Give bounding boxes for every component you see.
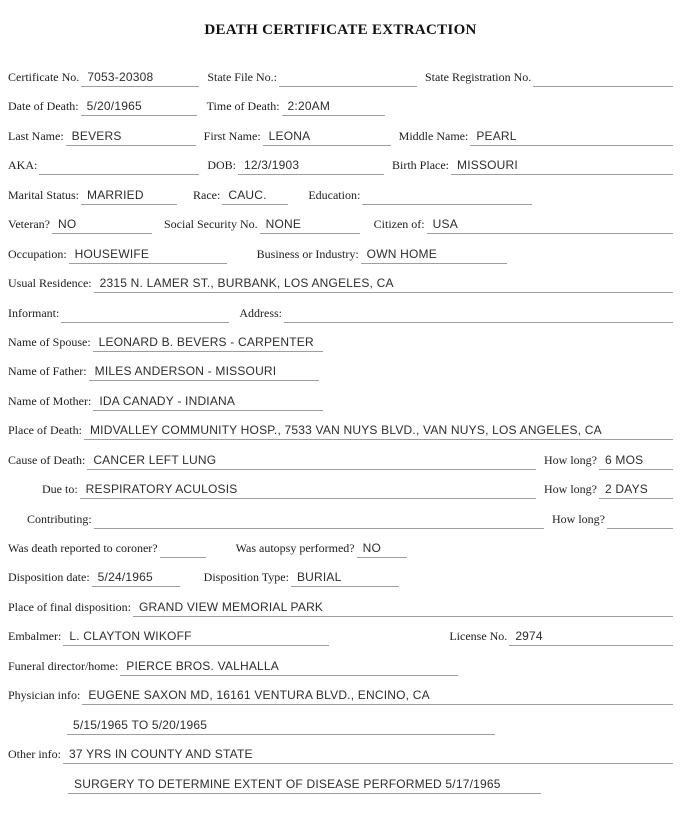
- aka-value: [39, 158, 199, 175]
- informant-address-label: Address:: [239, 305, 282, 320]
- state-file-no-value: [279, 70, 417, 87]
- state-registration-no-value: [533, 70, 673, 87]
- row-embalmer-license: [8, 629, 673, 658]
- name-of-father-label: Name of Father:: [8, 364, 87, 379]
- funeral-director-home-label: Funeral director/home:: [8, 658, 119, 673]
- embalmer-value: L. CLAYTON WIKOFF: [63, 629, 329, 646]
- row-usual-residence: [8, 276, 673, 305]
- certificate-no-label: Certificate No.: [8, 70, 80, 84]
- first-name-label: First Name:: [203, 128, 261, 143]
- row-physician-info: [8, 688, 673, 717]
- citizen-of-value: USA: [427, 217, 673, 234]
- row-certificate-numbers: [8, 70, 673, 99]
- cause-how-long-value: 6 MOS: [599, 453, 673, 470]
- row-death-date-time: [8, 99, 673, 128]
- usual-residence-label: Usual Residence:: [8, 276, 92, 291]
- disposition-type-label: Disposition Type:: [203, 570, 289, 585]
- state-registration-no-label: State Registration No.: [424, 70, 532, 84]
- name-of-father-value: MILES ANDERSON - MISSOURI: [89, 364, 319, 381]
- row-marital-race-education: [8, 188, 673, 217]
- marital-status-label: Marital Status:: [8, 187, 79, 202]
- place-of-death-value: MIDVALLEY COMMUNITY HOSP., 7533 VAN NUYS BLVD., VAN NUYS, LOS ANGELES, CA: [84, 423, 673, 440]
- cause-how-long-label: How long?: [544, 452, 597, 467]
- other-info-value: 37 YRS IN COUNTY AND STATE: [63, 747, 673, 764]
- last-name-value: BEVERS: [66, 129, 196, 146]
- row-veteran-ssn-citizen: [8, 217, 673, 246]
- contributing-value: [94, 512, 544, 529]
- informant-address-value: [284, 306, 673, 323]
- row-other-info: [8, 747, 673, 776]
- last-name-label: Last Name:: [8, 128, 64, 143]
- occupation-value: HOUSEWIFE: [69, 247, 227, 264]
- extraction-form: [8, 70, 673, 806]
- state-file-no-label: State File No.:: [207, 70, 277, 84]
- funeral-director-home-value: PIERCE BROS. VALHALLA: [120, 659, 458, 676]
- certificate-no-value: 7053-20308: [81, 70, 199, 87]
- due-to-value: RESPIRATORY ACULOSIS: [80, 482, 536, 499]
- place-of-death-label: Place of Death:: [8, 423, 82, 438]
- education-label: Education:: [308, 187, 361, 202]
- date-of-death-value: 5/20/1965: [81, 99, 197, 116]
- business-or-industry-value: OWN HOME: [361, 247, 507, 264]
- document-title: DEATH CERTIFICATE EXTRACTION: [204, 22, 477, 38]
- autopsy-performed-label: Was autopsy performed?: [235, 541, 355, 555]
- social-security-no-value: NONE: [260, 217, 360, 234]
- birth-place-label: Birth Place:: [392, 158, 450, 173]
- usual-residence-value: 2315 N. LAMER ST., BURBANK, LOS ANGELES, CA: [94, 276, 673, 293]
- time-of-death-label: Time of Death:: [206, 99, 280, 114]
- due-to-how-long-label: How long?: [544, 482, 597, 497]
- contributing-how-long-label: How long?: [552, 511, 605, 526]
- physician-info-value: EUGENE SAXON MD, 16161 VENTURA BLVD., ENCINO, CA: [82, 688, 673, 705]
- reported-to-coroner-label: Was death reported to coroner?: [8, 541, 158, 555]
- birth-place-value: MISSOURI: [451, 158, 673, 175]
- row-name: [8, 129, 673, 158]
- disposition-type-value: BURIAL: [291, 570, 399, 587]
- place-of-final-disposition-value: GRAND VIEW MEMORIAL PARK: [133, 600, 673, 617]
- race-label: Race:: [193, 187, 221, 202]
- row-other-info-line2: [8, 777, 673, 806]
- middle-name-value: PEARL: [470, 129, 673, 146]
- license-no-value: 2974: [509, 629, 673, 646]
- cause-of-death-label: Cause of Death:: [8, 452, 86, 467]
- row-coroner-autopsy: [8, 541, 673, 570]
- due-to-how-long-value: 2 DAYS: [599, 482, 673, 499]
- reported-to-coroner-value: [160, 541, 206, 558]
- cause-of-death-value: CANCER LEFT LUNG: [87, 453, 536, 470]
- row-name-of-father: [8, 364, 673, 393]
- social-security-no-label: Social Security No.: [163, 217, 258, 232]
- row-informant: [8, 306, 673, 335]
- row-due-to: [8, 482, 673, 511]
- autopsy-performed-value: NO: [357, 541, 407, 558]
- name-of-mother-value: IDA CANADY - INDIANA: [93, 394, 323, 411]
- embalmer-label: Embalmer:: [8, 629, 62, 644]
- aka-label: AKA:: [8, 158, 38, 173]
- education-value: [362, 188, 532, 205]
- row-funeral-director: [8, 659, 673, 688]
- place-of-final-disposition-label: Place of final disposition:: [8, 599, 131, 614]
- contributing-label: Contributing:: [27, 511, 92, 526]
- veteran-label: Veteran?: [8, 217, 50, 232]
- contributing-how-long-value: [607, 512, 673, 529]
- row-name-of-mother: [8, 394, 673, 423]
- other-info-label: Other info:: [8, 747, 61, 762]
- due-to-label: Due to:: [42, 482, 78, 497]
- disposition-date-label: Disposition date:: [8, 570, 90, 585]
- informant-label: Informant:: [8, 305, 60, 320]
- first-name-value: LEONA: [263, 129, 391, 146]
- date-of-death-label: Date of Death:: [8, 99, 79, 114]
- row-name-of-spouse: [8, 335, 673, 364]
- name-of-spouse-label: Name of Spouse:: [8, 334, 91, 349]
- informant-value: [61, 306, 229, 323]
- citizen-of-label: Citizen of:: [373, 217, 425, 232]
- row-cause-of-death: [8, 453, 673, 482]
- veteran-value: NO: [52, 217, 152, 234]
- name-of-spouse-value: LEONARD B. BEVERS - CARPENTER: [93, 335, 323, 352]
- disposition-date-value: 5/24/1965: [92, 570, 180, 587]
- row-place-of-death: [8, 423, 673, 452]
- name-of-mother-label: Name of Mother:: [8, 393, 92, 408]
- row-disposition: [8, 570, 673, 599]
- physician-info-label: Physician info:: [8, 688, 81, 703]
- physician-info-line2-value: 5/15/1965 TO 5/20/1965: [67, 718, 495, 735]
- business-or-industry-label: Business or Industry:: [256, 246, 359, 261]
- marital-status-value: MARRIED: [81, 188, 177, 205]
- race-value: CAUC.: [222, 188, 288, 205]
- dob-value: 12/3/1903: [238, 158, 384, 175]
- row-contributing: [8, 512, 673, 541]
- dob-label: DOB:: [207, 158, 237, 173]
- other-info-line2-value: SURGERY TO DETERMINE EXTENT OF DISEASE PERFORMED 5/17/1965: [68, 777, 541, 794]
- occupation-label: Occupation:: [8, 246, 67, 261]
- row-physician-info-line2: [8, 718, 673, 747]
- time-of-death-value: 2:20AM: [282, 99, 385, 116]
- row-occupation-business: [8, 247, 673, 276]
- row-aka-dob-birthplace: [8, 158, 673, 187]
- license-no-label: License No.: [449, 629, 508, 644]
- middle-name-label: Middle Name:: [398, 128, 469, 143]
- row-place-of-final-disposition: [8, 600, 673, 629]
